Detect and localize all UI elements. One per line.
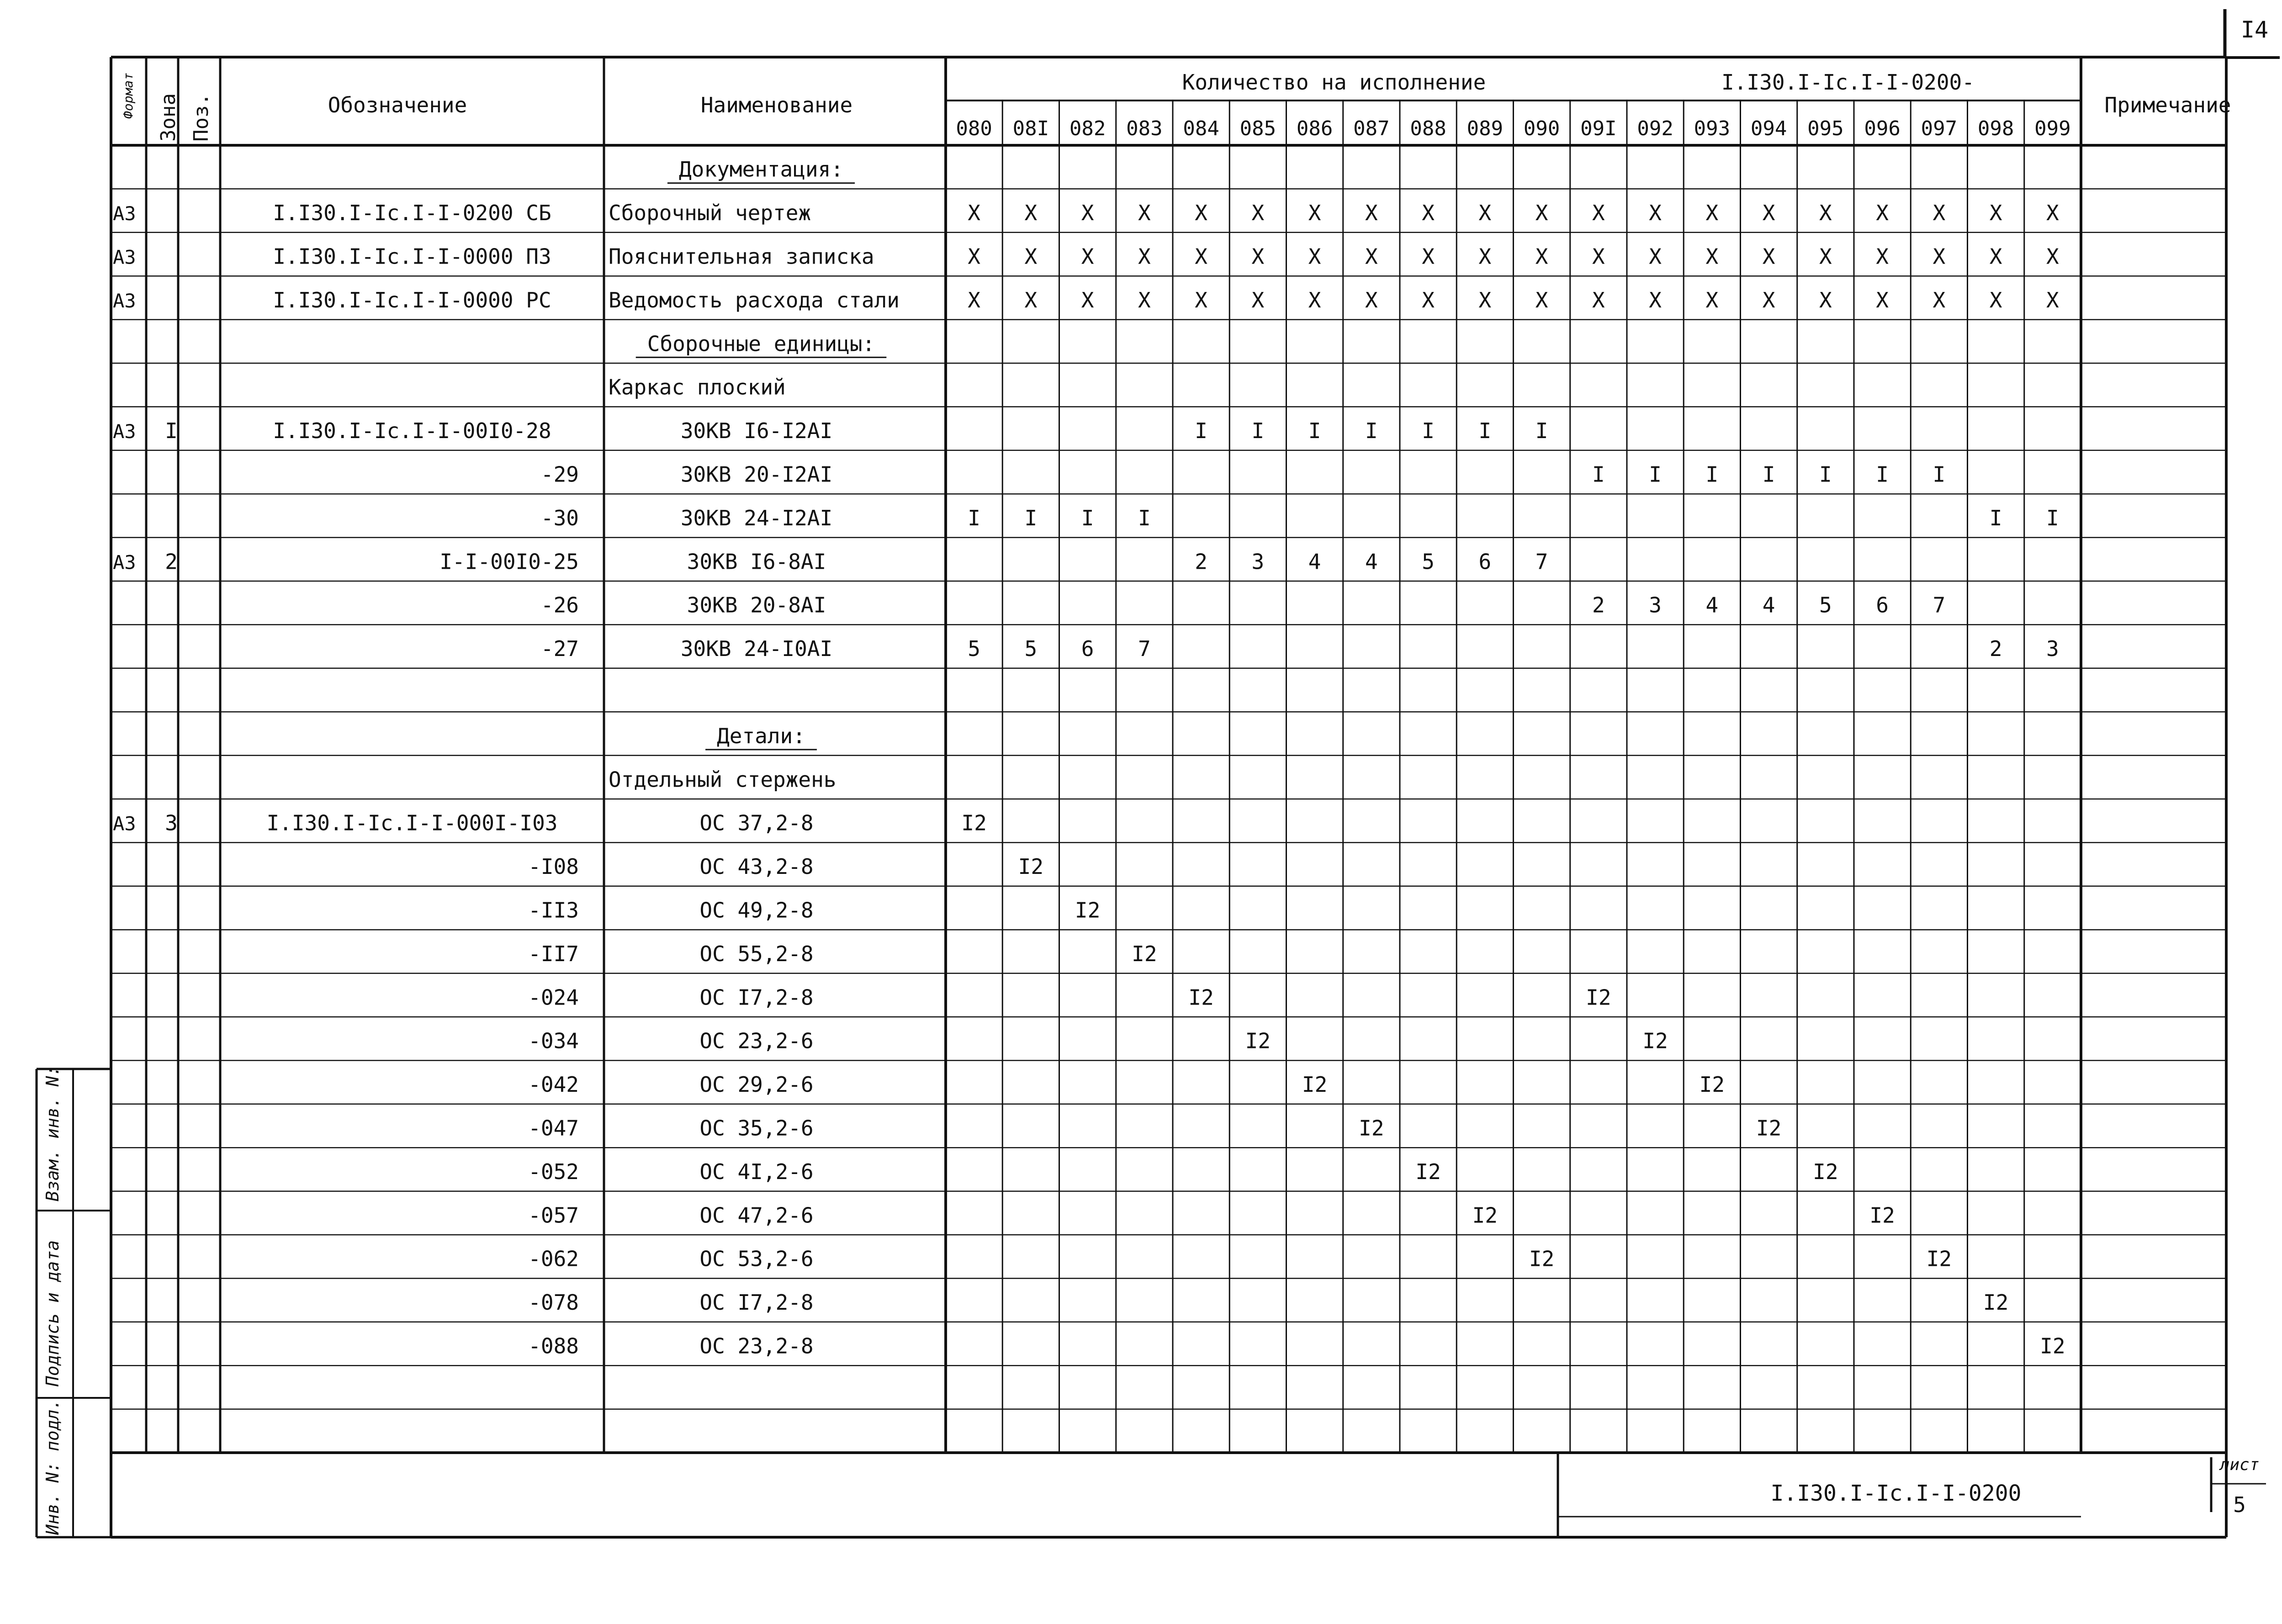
table-row bbox=[528, 1159, 1838, 1184]
variant-header: 097 bbox=[1921, 117, 1958, 140]
cell-quantity: I bbox=[1592, 462, 1605, 487]
cell-name: ОС 37,2-8 bbox=[699, 810, 814, 836]
cell-quantity: X bbox=[1024, 287, 1038, 312]
cell-designation: I.I30.I-Ic.I-I-0200 СБ bbox=[273, 201, 551, 226]
cell-quantity: I bbox=[1251, 418, 1265, 444]
variant-header: 083 bbox=[1126, 117, 1163, 140]
sheet-number: 5 bbox=[2233, 1492, 2246, 1517]
cell-name: ОС 43,2-8 bbox=[699, 854, 814, 879]
variant-header: 088 bbox=[1410, 117, 1446, 140]
cell-quantity: 5 bbox=[1024, 636, 1038, 661]
cell-quantity: X bbox=[1989, 244, 2002, 269]
table-row bbox=[609, 767, 837, 792]
header-designation: Обозначение bbox=[328, 93, 467, 117]
cell-quantity: X bbox=[1422, 244, 1435, 269]
cell-quantity: X bbox=[1251, 201, 1265, 226]
cell-designation: -II3 bbox=[528, 898, 579, 923]
cell-quantity: X bbox=[1251, 244, 1265, 269]
cell-designation: -024 bbox=[528, 985, 579, 1010]
cell-format: А3 bbox=[113, 812, 136, 835]
cell-quantity: 6 bbox=[1876, 592, 1889, 618]
cell-quantity: X bbox=[1762, 244, 1775, 269]
table-row bbox=[528, 898, 1100, 922]
cell-quantity: X bbox=[1024, 244, 1038, 269]
cell-quantity: I bbox=[1535, 418, 1548, 444]
cell-quantity: X bbox=[1308, 244, 1321, 269]
table-body bbox=[113, 157, 2065, 1359]
cell-name: ОС I7,2-8 bbox=[699, 1290, 814, 1315]
page-number-block bbox=[2225, 9, 2280, 58]
cell-name: ОС 49,2-8 bbox=[699, 898, 814, 923]
cell-quantity: X bbox=[1478, 201, 1492, 226]
table-row bbox=[609, 375, 786, 400]
cell-name: Ведомость расхода стали bbox=[609, 287, 900, 312]
cell-quantity: X bbox=[1819, 201, 1832, 226]
cell-quantity: I2 bbox=[1132, 941, 1157, 966]
cell-quantity: I bbox=[1422, 418, 1435, 444]
cell-quantity: X bbox=[1989, 201, 2002, 226]
cell-quantity: X bbox=[1705, 244, 1719, 269]
cell-quantity: X bbox=[1024, 201, 1038, 226]
cell-quantity: X bbox=[1422, 287, 1435, 312]
cell-quantity: 2 bbox=[1989, 636, 2002, 661]
cell-quantity: X bbox=[1989, 287, 2002, 312]
table-row bbox=[541, 636, 2059, 661]
cell-designation: -047 bbox=[528, 1116, 579, 1141]
cell-quantity: I bbox=[1876, 462, 1889, 487]
header-format: Формат bbox=[121, 72, 136, 119]
variant-header: 09I bbox=[1580, 117, 1617, 140]
variant-header: 098 bbox=[1977, 117, 2014, 140]
table-row bbox=[528, 1333, 2065, 1358]
cell-quantity: 4 bbox=[1365, 549, 1378, 574]
document-code: I.I30.I-Ic.I-I-0200 bbox=[1770, 1481, 2022, 1506]
variant-header: 08I bbox=[1012, 117, 1049, 140]
cell-quantity: 7 bbox=[1138, 636, 1151, 661]
cell-quantity: I bbox=[1705, 462, 1719, 487]
cell-quantity: I bbox=[1762, 462, 1775, 487]
variant-header: 089 bbox=[1467, 117, 1504, 140]
cell-quantity: I2 bbox=[1018, 854, 1044, 879]
cell-quantity: X bbox=[1592, 287, 1605, 312]
cell-quantity: I2 bbox=[1529, 1246, 1555, 1271]
cell-designation: -26 bbox=[540, 592, 579, 618]
header-pos: Поз. bbox=[190, 93, 213, 142]
variant-header: 080 bbox=[956, 117, 992, 140]
cell-name: ОС 29,2-6 bbox=[699, 1072, 814, 1097]
cell-quantity: 5 bbox=[1819, 592, 1832, 618]
cell-designation: -27 bbox=[540, 636, 579, 661]
cell-designation: -062 bbox=[528, 1246, 579, 1271]
cell-designation: -088 bbox=[528, 1333, 579, 1359]
cell-designation: -I08 bbox=[528, 854, 579, 879]
cell-name: 30КВ I6-8АI bbox=[687, 549, 826, 574]
cell-zone: I bbox=[165, 418, 178, 444]
cell-name: Каркас плоский bbox=[609, 375, 786, 400]
cell-designation: -052 bbox=[528, 1159, 579, 1184]
cell-quantity: I bbox=[1478, 418, 1492, 444]
cell-quantity: 5 bbox=[968, 636, 980, 661]
cell-name: Пояснительная записка bbox=[609, 244, 874, 269]
cell-quantity: I bbox=[1819, 462, 1832, 487]
side-stamp-signature-date: Подпись и дата bbox=[42, 1240, 63, 1386]
cell-quantity: 7 bbox=[1933, 592, 1946, 618]
table-row bbox=[541, 506, 2059, 530]
cell-name: Детали: bbox=[717, 723, 805, 748]
cell-quantity: X bbox=[1649, 244, 1662, 269]
cell-quantity: X bbox=[1933, 287, 1946, 312]
table-row bbox=[113, 418, 1548, 443]
cell-quantity: I bbox=[2046, 505, 2059, 530]
title-block bbox=[1770, 1455, 2259, 1517]
cell-quantity: I2 bbox=[1359, 1116, 1384, 1141]
cell-quantity: I bbox=[1195, 418, 1207, 444]
cell-designation: -II7 bbox=[528, 941, 579, 966]
cell-quantity: X bbox=[1081, 201, 1094, 226]
cell-quantity: 3 bbox=[2046, 636, 2059, 661]
cell-quantity: 4 bbox=[1308, 549, 1321, 574]
cell-zone: 3 bbox=[165, 810, 178, 836]
table-row bbox=[679, 157, 843, 182]
cell-quantity: X bbox=[1308, 201, 1321, 226]
cell-quantity: X bbox=[968, 244, 980, 269]
cell-quantity: I2 bbox=[961, 810, 987, 836]
cell-zone: 2 bbox=[165, 549, 178, 574]
cell-quantity: X bbox=[1138, 244, 1151, 269]
variant-header: 084 bbox=[1183, 117, 1219, 140]
cell-quantity: I2 bbox=[1075, 898, 1101, 923]
header-name: Наименование bbox=[700, 93, 853, 117]
cell-quantity: X bbox=[1535, 287, 1548, 312]
cell-quantity: X bbox=[1138, 201, 1151, 226]
cell-quantity: X bbox=[1876, 287, 1889, 312]
cell-format: А3 bbox=[113, 202, 136, 225]
cell-quantity: X bbox=[1195, 287, 1207, 312]
table-row bbox=[541, 593, 1945, 618]
cell-quantity: X bbox=[968, 201, 980, 226]
cell-name: 30КВ 20-8АI bbox=[687, 592, 826, 618]
variant-header: 094 bbox=[1750, 117, 1787, 140]
cell-quantity: I2 bbox=[1245, 1028, 1271, 1053]
table-row bbox=[717, 724, 805, 748]
cell-quantity: X bbox=[1195, 201, 1207, 226]
cell-format: А3 bbox=[113, 289, 136, 312]
cell-designation: I.I30.I-Ic.I-I-0000 РС bbox=[273, 287, 551, 312]
table-row bbox=[528, 1116, 1781, 1140]
cell-name: ОС 55,2-8 bbox=[699, 941, 814, 966]
cell-quantity: X bbox=[1705, 201, 1719, 226]
cell-quantity: X bbox=[1365, 244, 1378, 269]
cell-quantity: I bbox=[1308, 418, 1321, 444]
table-row bbox=[528, 942, 1157, 966]
cell-name: 30КВ 20-I2АI bbox=[680, 462, 833, 487]
cell-quantity: 3 bbox=[1251, 549, 1265, 574]
variant-header: 093 bbox=[1694, 117, 1731, 140]
cell-quantity: X bbox=[1592, 244, 1605, 269]
header-qty-title: Количество на исполнение bbox=[1182, 70, 1486, 95]
cell-designation: -078 bbox=[528, 1290, 579, 1315]
cell-name: ОС 53,2-6 bbox=[699, 1246, 814, 1271]
cell-quantity: I bbox=[1138, 505, 1151, 530]
cell-quantity: I bbox=[968, 505, 980, 530]
cell-quantity: X bbox=[1762, 287, 1775, 312]
cell-name: ОС 35,2-6 bbox=[699, 1116, 814, 1141]
cell-quantity: I2 bbox=[1983, 1290, 2009, 1315]
cell-quantity: X bbox=[1535, 244, 1548, 269]
cell-quantity: 4 bbox=[1705, 592, 1719, 618]
variant-header: 092 bbox=[1637, 117, 1673, 140]
variant-header: 082 bbox=[1069, 117, 1106, 140]
cell-quantity: 3 bbox=[1649, 592, 1662, 618]
cell-quantity: X bbox=[1422, 201, 1435, 226]
cell-designation: I.I30.I-Ic.I-I-00I0-28 bbox=[273, 418, 551, 444]
cell-quantity: I bbox=[1933, 462, 1946, 487]
cell-name: Отдельный стержень bbox=[609, 767, 837, 792]
table-row bbox=[528, 1290, 2008, 1315]
cell-name: ОС 47,2-6 bbox=[699, 1203, 814, 1228]
variant-header: 099 bbox=[2034, 117, 2071, 140]
cell-quantity: X bbox=[1365, 201, 1378, 226]
cell-quantity: X bbox=[1592, 201, 1605, 226]
cell-quantity: I2 bbox=[2040, 1333, 2065, 1359]
table-row bbox=[113, 549, 1548, 574]
variant-header: 090 bbox=[1523, 117, 1560, 140]
table-row bbox=[528, 1247, 1952, 1271]
cell-designation: -057 bbox=[528, 1203, 579, 1228]
table-row bbox=[528, 1029, 1668, 1053]
cell-quantity: X bbox=[1762, 201, 1775, 226]
cell-name: 30КВ 24-I2АI bbox=[680, 505, 833, 530]
cell-format: А3 bbox=[113, 551, 136, 574]
cell-name: ОС I7,2-8 bbox=[699, 985, 814, 1010]
cell-quantity: I2 bbox=[1813, 1159, 1838, 1184]
cell-quantity: X bbox=[2046, 287, 2059, 312]
cell-quantity: 2 bbox=[1592, 592, 1605, 618]
table-header bbox=[121, 70, 2231, 142]
cell-quantity: I2 bbox=[1869, 1203, 1895, 1228]
table-row bbox=[528, 854, 1043, 879]
variant-header: 096 bbox=[1864, 117, 1901, 140]
cell-quantity: I bbox=[1649, 462, 1662, 487]
cell-quantity: I2 bbox=[1302, 1072, 1328, 1097]
cell-name: Сборочный чертеж bbox=[609, 201, 811, 226]
cell-quantity: X bbox=[968, 287, 980, 312]
cell-name: Документация: bbox=[678, 157, 844, 182]
cell-name: 30КВ I6-I2АI bbox=[680, 418, 833, 444]
cell-quantity: 4 bbox=[1762, 592, 1775, 618]
header-zone: Зона bbox=[157, 93, 180, 142]
cell-quantity: I2 bbox=[1642, 1028, 1668, 1053]
side-stamp-replace-inv: Взам. инв. N: bbox=[42, 1065, 63, 1201]
cell-quantity: X bbox=[1933, 201, 1946, 226]
table-row bbox=[647, 331, 875, 356]
cell-format: А3 bbox=[113, 246, 136, 269]
cell-name: 30КВ 24-I0АI bbox=[680, 636, 833, 661]
cell-quantity: X bbox=[1478, 244, 1492, 269]
table-row bbox=[113, 288, 2059, 312]
cell-format: А3 bbox=[113, 420, 136, 443]
cell-quantity: X bbox=[1649, 287, 1662, 312]
table-row bbox=[113, 201, 2059, 225]
cell-quantity: I2 bbox=[1586, 985, 1611, 1010]
cell-quantity: X bbox=[1195, 244, 1207, 269]
cell-designation: I-I-00I0-25 bbox=[439, 549, 579, 574]
variant-header: 095 bbox=[1807, 117, 1844, 140]
cell-quantity: I bbox=[1989, 505, 2002, 530]
cell-quantity: I bbox=[1081, 505, 1094, 530]
side-stamp bbox=[42, 1066, 63, 1535]
table-row bbox=[113, 811, 987, 836]
cell-quantity: X bbox=[1308, 287, 1321, 312]
table-grid bbox=[37, 57, 2266, 1537]
cell-quantity: 6 bbox=[1081, 636, 1094, 661]
cell-quantity: I2 bbox=[1699, 1072, 1725, 1097]
cell-quantity: 6 bbox=[1478, 549, 1492, 574]
cell-quantity: X bbox=[1876, 201, 1889, 226]
table-row bbox=[528, 985, 1611, 1010]
cell-name: ОС 23,2-8 bbox=[699, 1333, 814, 1359]
cell-quantity: X bbox=[1819, 287, 1832, 312]
cell-quantity: I2 bbox=[1926, 1246, 1952, 1271]
cell-designation: -30 bbox=[540, 505, 579, 530]
cell-quantity: 5 bbox=[1422, 549, 1435, 574]
cell-name: ОС 4I,2-6 bbox=[699, 1159, 814, 1184]
variant-header: 087 bbox=[1353, 117, 1390, 140]
table-row bbox=[541, 462, 1945, 487]
table-row bbox=[113, 244, 2059, 269]
cell-designation: -034 bbox=[528, 1028, 579, 1053]
sheet-label: лист bbox=[2219, 1455, 2260, 1474]
page-number: I4 bbox=[2240, 16, 2269, 43]
cell-quantity: 2 bbox=[1195, 549, 1207, 574]
cell-name: Сборочные единицы: bbox=[647, 331, 875, 356]
variant-header: 086 bbox=[1296, 117, 1333, 140]
cell-quantity: I bbox=[1024, 505, 1038, 530]
cell-quantity: X bbox=[1365, 287, 1378, 312]
cell-quantity: X bbox=[2046, 244, 2059, 269]
cell-quantity: X bbox=[1081, 244, 1094, 269]
cell-quantity: I bbox=[1365, 418, 1378, 444]
cell-quantity: X bbox=[1933, 244, 1946, 269]
cell-quantity: X bbox=[1081, 287, 1094, 312]
side-stamp-inv-podl: Инв. N: подл. bbox=[42, 1399, 63, 1535]
cell-quantity: X bbox=[1819, 244, 1832, 269]
cell-quantity: X bbox=[1138, 287, 1151, 312]
header-note: Примечание bbox=[2104, 93, 2231, 117]
table-row bbox=[528, 1072, 1725, 1097]
variant-header: 085 bbox=[1239, 117, 1276, 140]
cell-quantity: I2 bbox=[1756, 1116, 1782, 1141]
cell-quantity: I2 bbox=[1188, 985, 1214, 1010]
cell-quantity: I2 bbox=[1415, 1159, 1441, 1184]
cell-name: ОС 23,2-6 bbox=[699, 1028, 814, 1053]
cell-quantity: 7 bbox=[1535, 549, 1548, 574]
table-row bbox=[528, 1203, 1895, 1227]
header-qty-code: I.I30.I-Ic.I-I-0200- bbox=[1721, 70, 1975, 95]
cell-quantity: X bbox=[1649, 201, 1662, 226]
cell-designation: -29 bbox=[540, 462, 579, 487]
cell-quantity: I2 bbox=[1472, 1203, 1498, 1228]
cell-quantity: X bbox=[1876, 244, 1889, 269]
cell-designation: I.I30.I-Ic.I-I-0000 ПЗ bbox=[273, 244, 551, 269]
cell-quantity: X bbox=[1478, 287, 1492, 312]
cell-quantity: X bbox=[1251, 287, 1265, 312]
cell-quantity: X bbox=[1705, 287, 1719, 312]
cell-quantity: X bbox=[1535, 201, 1548, 226]
cell-designation: -042 bbox=[528, 1072, 579, 1097]
cell-quantity: X bbox=[2046, 201, 2059, 226]
cell-designation: I.I30.I-Ic.I-I-000I-I03 bbox=[266, 810, 558, 836]
